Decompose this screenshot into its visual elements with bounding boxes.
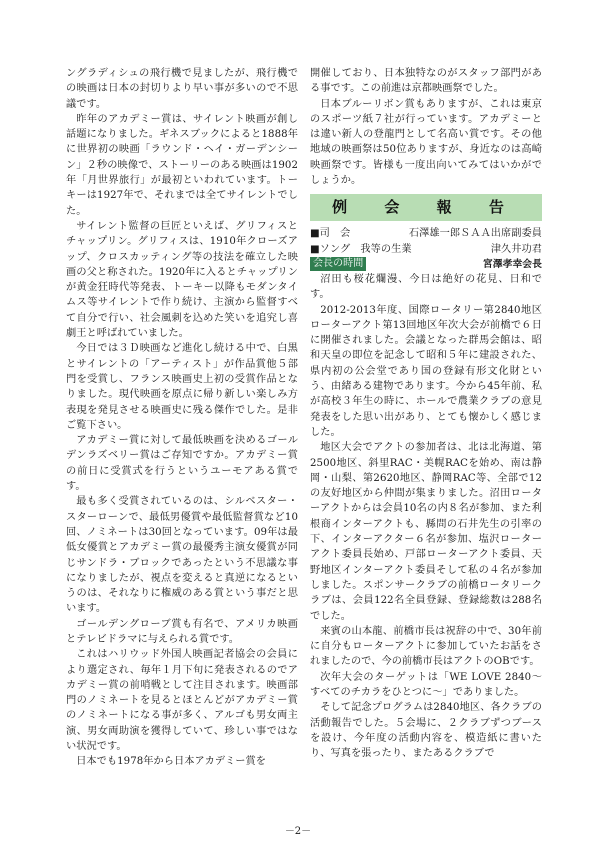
paragraph: 最も多く受賞されているのは、シルベスター・スターローンで、最低男優賞や最低監督賞など10回、ノミネートは30回となっています。09年は最低女優賞とアカデミー賞の最優秀主演女優賞が同じサンドラ・ブロックであったという不思議な事になりましたが、視点を変えると真逆になるというのは、それなりに権威のある賞という事だと思います。 — [66, 496, 298, 615]
left-column — [66, 66, 298, 770]
right-column — [310, 66, 542, 761]
paragraph: ゴールデングローブ賞も有名で、アメリカ映画とテレビドラマに与えられる賞です。 — [66, 618, 298, 645]
paragraph: アカデミー賞に対して最低映画を決めるゴールデンラズベリー賞はご存知ですか。アカデミー賞の前日に受賞式を行うというユーモアある賞です。 — [66, 435, 298, 493]
paragraph: そして記念プログラムは2840地区、各クラブの活動報告でした。５会場に、２クラブずつブースを設け、今年度の活動内容を、模造紙に書いたり、写真を張ったり、またあるクラブで — [310, 702, 542, 760]
role-person: 津久井功君 — [490, 243, 542, 255]
paragraph: サイレント監督の巨匠といえば、グリフィスとチャップリン。グリフィスは、1910年クローズアップ、クロスカッティング等の技法を確立した映画の父と称された。1920年に入るとチャップリンが黄金狂時代等発表、トーキー以降もモダンタイムス等サイレントで作り続け、主演から監督すべて自分で行い、社会風刺を込めた笑いを追究し喜劇王と呼ばれていました。 — [66, 220, 298, 340]
paragraph: 今日では３Ｄ映画など進化し続ける中で、白黒とサイレントの「アーティスト」が作品賞他５部門を受賞し、フランス映画史上初の受賞作品となりました。現代映画を原点に帰り新しい楽しみ方表現を発見させる映画史に残る傑作でした。是非ご覧下さい。 — [66, 343, 298, 431]
role-person: 石澤雄一郎ＳＡＡ出席副委員 — [408, 228, 542, 240]
paragraph: これはハリウッド外国人映画記者協会の会員により選定され、毎年１月下旬に発表されるのでアカデミー賞の前哨戦として注目されます。映画部門のノミネートを見るとほとんどがアカデミー賞のノミネートになる事が多く、アルゴも男女両主演、男女両助演を獲得していて、珍しい事ではない状況です。 — [66, 649, 298, 753]
page-number: －2－ — [284, 826, 312, 837]
paragraph: 地区大会でアクトの参加者は、北は北海道、第2500地区、斜里RAC・美幌RACを始め、南は静岡・山梨、第2620地区、静岡RAC等、全部で12の友好地区から仲間が集まりました。沼田ローターアクトからは会員10名の内８名が参加、また利根商インターアクトも、縣問の石井先生の引率の下、インターアクター６名が参加、塩沢ローターアクト委員長始め、戸部ローターアクト委員、天野地区インターアクト委員そして私の４名が参加しました。スポンサークラブの前橋ロータリークラブは、会員122名全員登録、登録総数は288名でした。 — [310, 442, 542, 622]
paragraph: 日本ブルーリボン賞もありますが、これは東京のスポーツ紙７社が行っています。アカデミーとは違い新人の登龍門として名高い賞です。その他地域の映画祭は50位ありますが、身近なのは高崎映画祭です。皆様も一度出向いてみてはいかがでしょうか。 — [310, 98, 542, 187]
paragraph-continuation: 開催しており、日本独特なのがスタッフ部門がある事です。この前進は京都映画祭でした。 — [310, 68, 542, 95]
president-time-header — [310, 257, 542, 272]
paragraph: 沼田も桜花爛漫、今日は絶好の花見、日和です。 — [310, 273, 542, 301]
paragraph: 昨年のアカデミー賞は、サイレント映画が創し話題になりました。ギネスブックによると1888年に世界初の映画「ラウンド・ヘイ・ガーデンシーン」２秒の映像で、ストーリーのある映画は1902年「月世界旅行」が最初といわれています。トーキーは1927年で、それまでは全てサイレントでした。 — [66, 113, 298, 217]
paragraph: 2012-2013年度、国際ロータリー第2840地区ローターアクト第13回地区年次大会が前橋で６日に開催されました。会議となった群馬会館は、昭和天皇の即位を記念して昭和５年に建設された、県内初の公会堂であり国の登録有形文化財という、由緒ある建物であります。今から45年前、私が高校３年生の時に、ホールで農業クラブの意見発表をした思い出があり、とても懐かしく感じました。 — [310, 304, 542, 438]
paragraph-continuation: ングラディシュの飛行機で見ましたが、飛行機での映画は日本の封切りより早い事が多いので不思議です。 — [66, 68, 298, 110]
role-label: ■ソング 我等の生業 — [310, 243, 412, 255]
meeting-report-banner: 例 会 報 告 — [310, 194, 542, 221]
section-label: 会長の時間 — [310, 257, 366, 271]
role-row-mc — [310, 226, 542, 241]
paragraph: 来賓の山本龍、前橋市長は祝辞の中で、30年前に自分もローターアクトに参加していたお話をされましたので、今の前橋市長はアクトのOBです。 — [310, 625, 542, 668]
role-label: ■司 会 — [310, 228, 351, 240]
role-row-song — [310, 242, 542, 257]
paragraph: 日本でも1978年から日本アカデミー賞を — [76, 756, 267, 768]
paragraph: 次年大会のターゲットは「WE LOVE 2840～すべてのチカラをひとつに～」でありました。 — [310, 671, 542, 698]
presenter-name: 宮澤孝幸会長 — [482, 258, 542, 270]
